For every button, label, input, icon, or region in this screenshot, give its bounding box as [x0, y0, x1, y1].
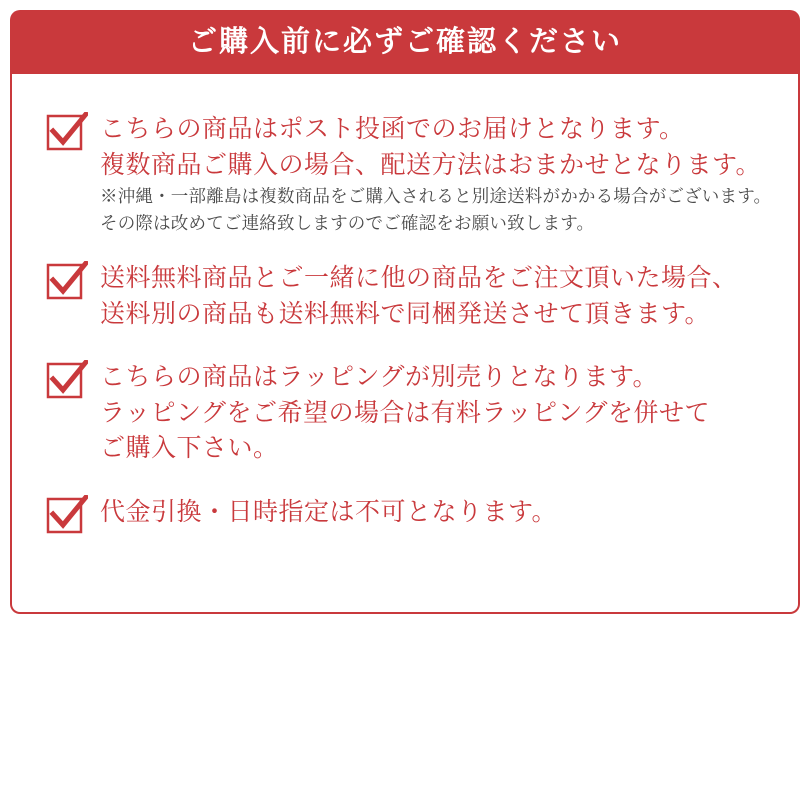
notice-header: [10, 10, 800, 74]
page-title: ご購入前に必ずご確認ください: [187, 25, 622, 58]
notice-item-text: [100, 358, 764, 467]
notice-line: 送料別の商品も送料無料で同梱発送させて頂きます。: [100, 299, 711, 328]
notice-line: こちらの商品はポスト投函でのお届けとなります。: [100, 115, 685, 143]
notice-body: [10, 74, 800, 614]
checkmark-icon: [46, 261, 88, 303]
notice-item: [46, 358, 764, 467]
notice-line: 送料無料商品とご一緒に他の商品をご注文頂いた場合、: [100, 264, 738, 293]
notice-line: ラッピングをご希望の場合は有料ラッピングを併せて: [100, 398, 711, 427]
notice-item: [46, 259, 764, 332]
notice-item-text: [100, 259, 764, 332]
notice-note: ※沖縄・一部離島は複数商品をご購入されると別途送料がかかる場合がございます。: [100, 186, 772, 206]
notice-item: [46, 493, 764, 537]
checkmark-icon: [46, 495, 88, 537]
notice-item-text: [100, 493, 764, 531]
checkmark-icon: [46, 360, 88, 402]
checkmark-icon: [46, 112, 88, 154]
notice-line: 複数商品ご購入の場合、配送方法はおまかせとなります。: [100, 150, 762, 179]
notice-item-text: [100, 110, 771, 237]
notice-item: [46, 110, 772, 237]
purchase-notice-card: [10, 10, 800, 614]
notice-line: ご購入下さい。: [100, 434, 279, 463]
notice-line: 代金引換・日時指定は不可となります。: [100, 497, 558, 526]
notice-line: こちらの商品はラッピングが別売りとなります。: [100, 363, 659, 392]
notice-note: その際は改めてご連絡致しますのでご確認をお願い致します。: [100, 213, 595, 234]
